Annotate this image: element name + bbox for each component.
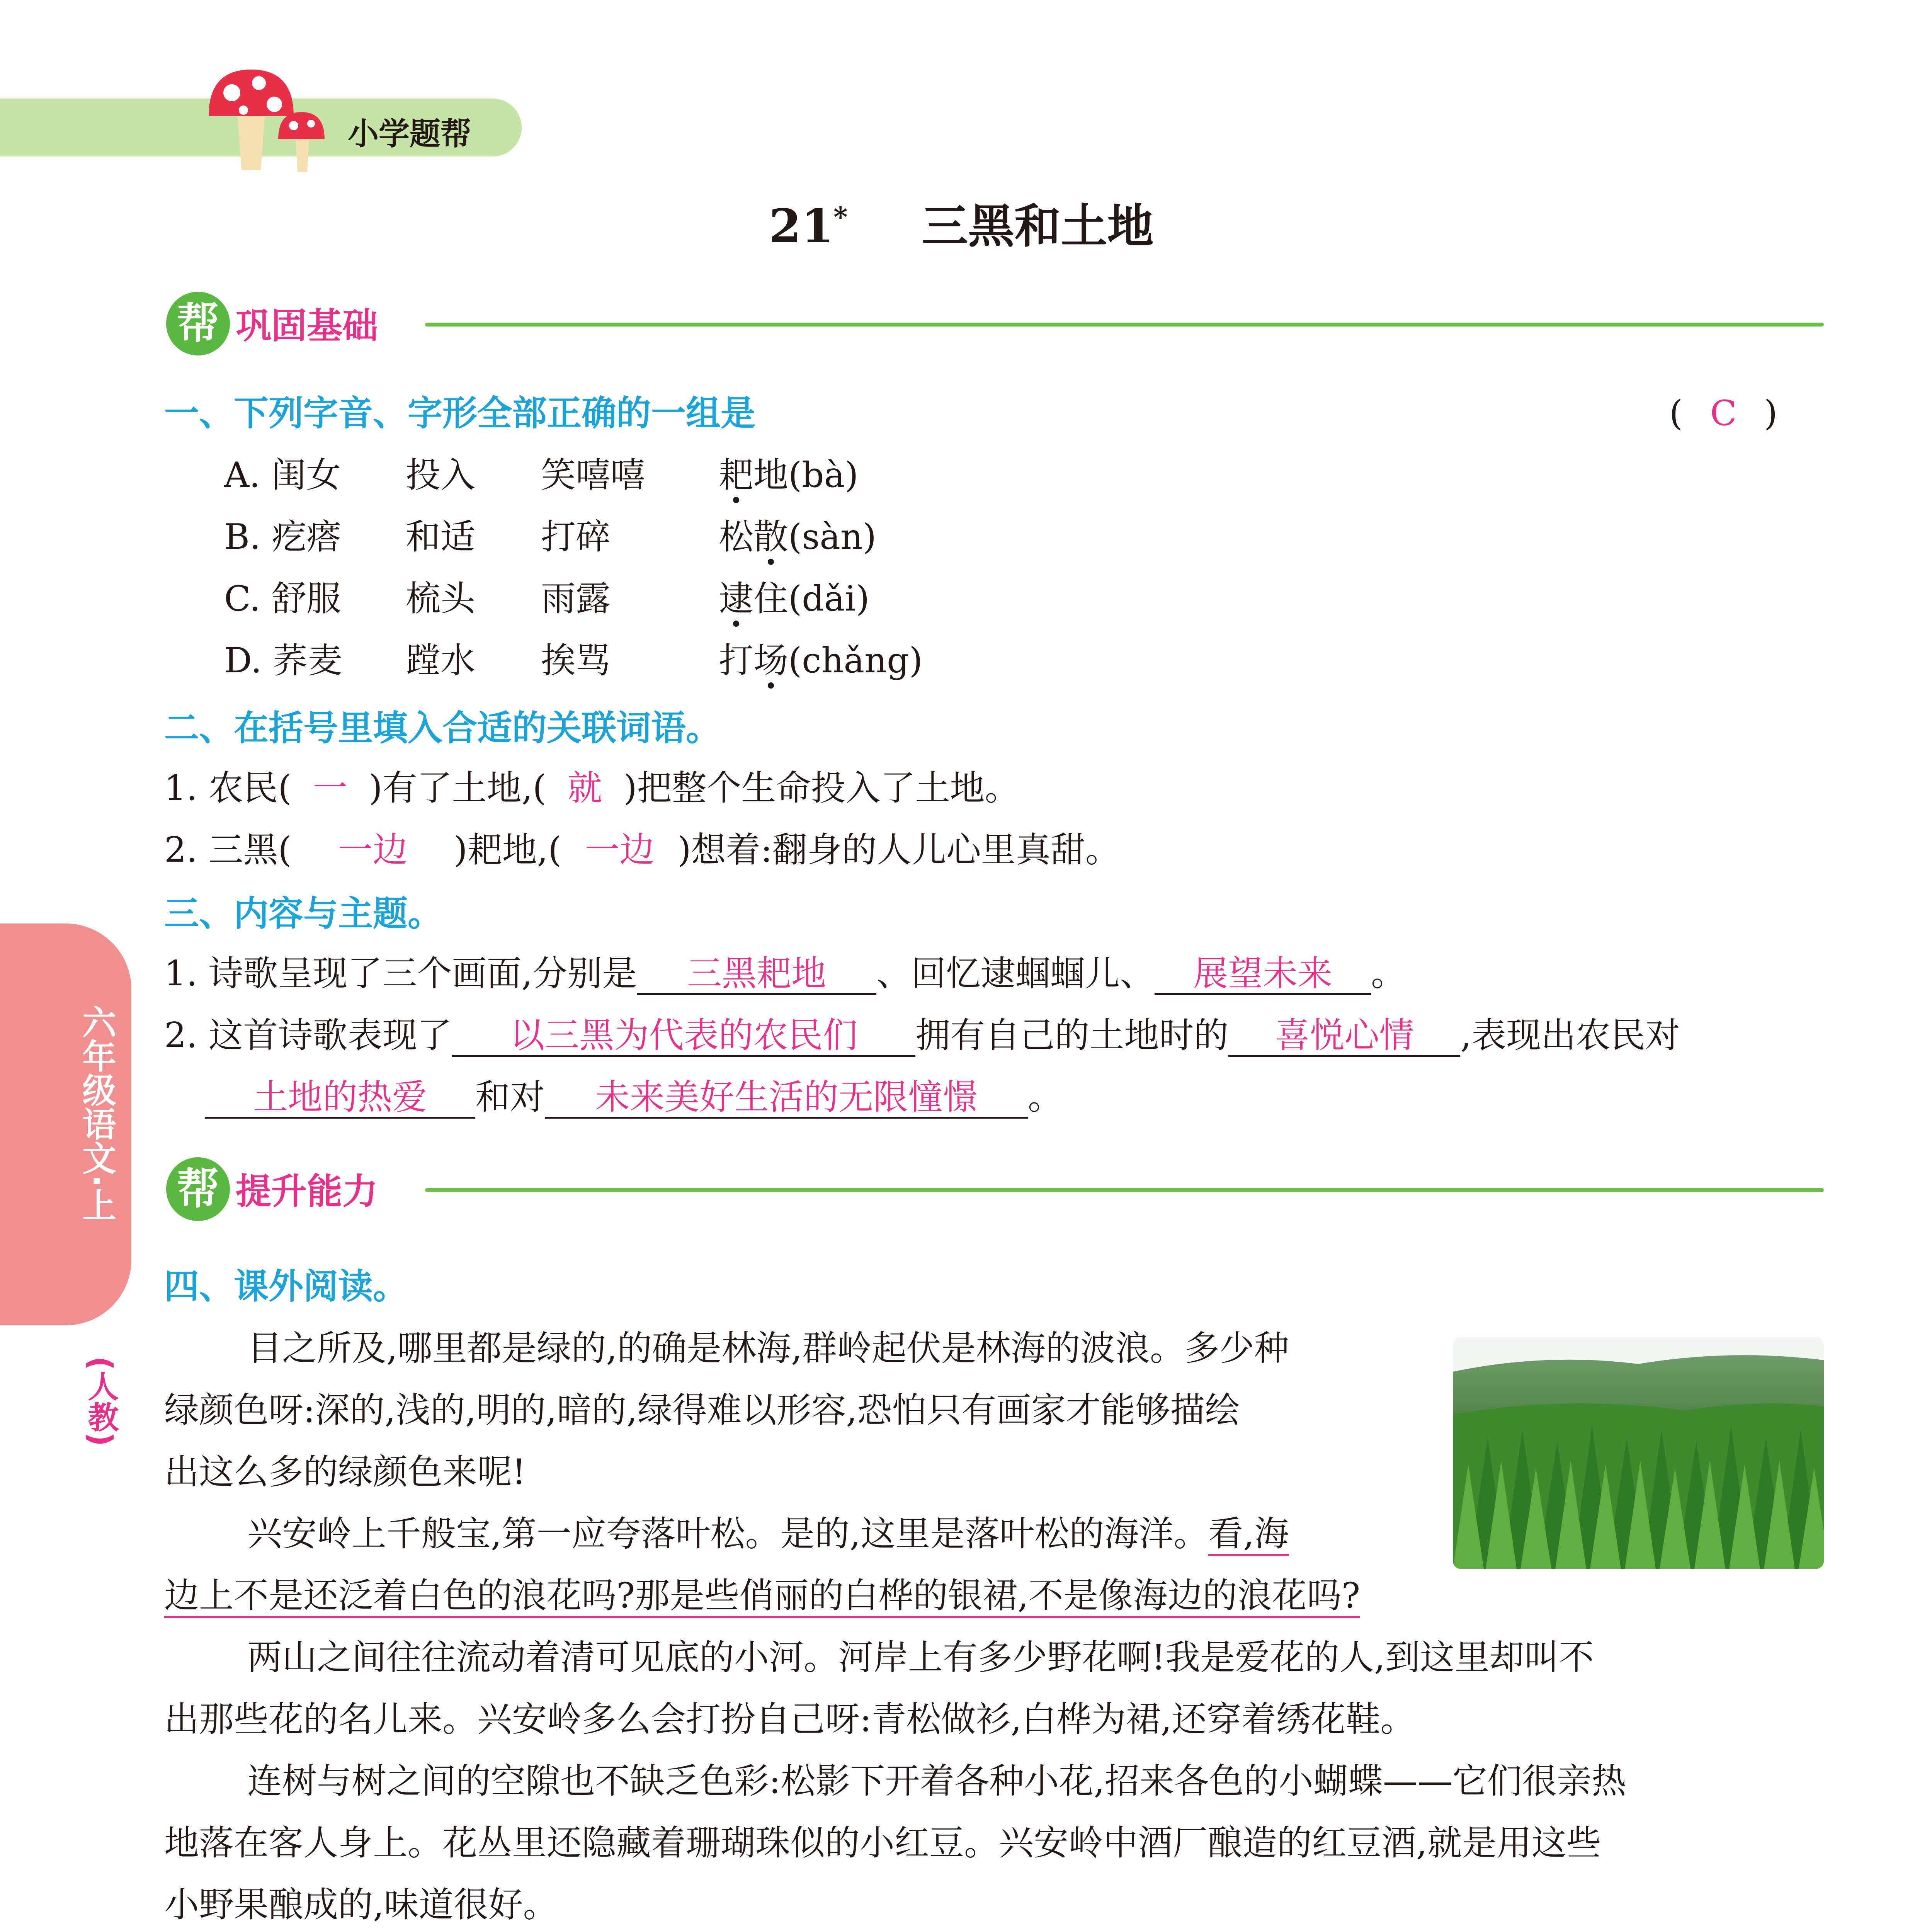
word-part: 地(bà) (753, 455, 859, 495)
q4-heading: 四、课外阅读。 (164, 1266, 408, 1307)
option-word (719, 518, 876, 556)
text: )耙地,( (454, 830, 562, 870)
blank-answer: 喜悦心情 (1228, 1016, 1460, 1057)
underlined-sentence: 看,海 (1208, 1514, 1289, 1556)
passage-line (247, 1515, 1289, 1553)
section-title-basics: 巩固基础 (236, 305, 378, 347)
q3-sentence-2 (164, 1016, 1680, 1057)
option-word: 打碎 (541, 517, 611, 557)
option-label: A. 闺女 (224, 455, 341, 495)
text: 和对 (475, 1077, 545, 1117)
option-label: B. 疙瘩 (224, 517, 342, 557)
blank-answer: 就 (567, 768, 602, 808)
passage-line: 小野果酿成的,味道很好。 (164, 1884, 558, 1925)
passage-line: 出那些花的名儿来。兴安岭多么会打扮自己呀:青松做衫,白桦为裙,还穿着绣花鞋。 (164, 1699, 1415, 1740)
mushroom-logo-icon (201, 62, 340, 178)
option-word: 蹚水 (406, 640, 475, 681)
lesson-number: 21 (769, 199, 833, 253)
word-part: 打 (719, 640, 753, 681)
option-word (719, 641, 923, 680)
text: 。 (1371, 953, 1406, 994)
q1-answer: C (1710, 393, 1737, 434)
dotted-char: 逮 (719, 578, 753, 619)
text: 2. 这首诗歌表现了 (164, 1015, 452, 1056)
word-part: (chǎng) (788, 640, 923, 681)
q2-sentence-1 (164, 769, 1020, 808)
text: 1. 诗歌呈现了三个画面,分别是 (164, 953, 637, 994)
side-tab-edition: (人教) (83, 1356, 119, 1447)
text: 、回忆逮蝈蝈儿、 (876, 953, 1155, 994)
word-part: 住(dǎi) (753, 578, 870, 619)
text: ,表现出农民对 (1460, 1015, 1680, 1056)
passage-line (164, 1577, 1360, 1615)
text: 2. 三黑( (164, 830, 292, 870)
blank-answer: 土地的热爱 (205, 1078, 475, 1119)
passage-line: 地落在客人身上。花丛里还隐藏着珊瑚珠似的小红豆。兴安岭中酒厂酿造的红豆酒,就是用这些 (164, 1823, 1601, 1863)
blank-answer: 展望未来 (1155, 954, 1371, 995)
option-word: 和适 (406, 517, 475, 557)
dotted-char: 场 (753, 640, 788, 681)
brand-label: 小学题帮 (348, 116, 471, 152)
blank-answer: 一 (313, 768, 348, 808)
text: )想着:翻身的人儿心里真甜。 (677, 830, 1120, 870)
lesson-title: 三黑和土地 (922, 200, 1154, 253)
option-word (719, 456, 859, 495)
q3-sentence-3 (205, 1078, 1063, 1119)
text: )有了土地,( (369, 768, 546, 808)
q2-sentence-2 (164, 831, 1120, 869)
section-badge-basics: 帮 (166, 292, 230, 355)
section-rule (425, 323, 1824, 327)
passage-line: 出这么多的绿颜色来呢! (164, 1452, 526, 1492)
section-title-advance: 提升能力 (236, 1171, 378, 1212)
q3-sentence-1 (164, 954, 1406, 995)
q3-heading: 三、内容与主题。 (164, 893, 442, 934)
dotted-char: 耙 (719, 455, 753, 495)
text: )把整个生命投入了土地。 (623, 768, 1020, 808)
option-word: 挨骂 (541, 640, 611, 681)
option-label: C. 舒服 (224, 578, 341, 619)
option-label: D. 荞麦 (224, 640, 343, 681)
underlined-sentence: 边上不是还泛着白色的浪花吗?那是些俏丽的白桦的银裙,不是像海边的浪花吗? (164, 1575, 1360, 1618)
blank-answer: 三黑耙地 (637, 954, 876, 995)
section-badge-advance: 帮 (166, 1157, 230, 1221)
passage-line: 目之所及,哪里都是绿的,的确是林海,群岭起伏是林海的波浪。多少种 (247, 1328, 1289, 1369)
lesson-mark: * (833, 201, 848, 233)
option-word: 笑嘻嘻 (541, 455, 645, 495)
option-word: 投入 (406, 455, 475, 495)
text: 兴安岭上千般宝,第一应夸落叶松。是的,这里是落叶松的海洋。 (247, 1514, 1209, 1554)
option-word: 梳头 (406, 578, 475, 619)
forest-photo (1453, 1337, 1824, 1569)
page-title (769, 189, 1153, 256)
word-part: 松 (719, 517, 753, 557)
section-rule (425, 1188, 1824, 1192)
option-word: 雨露 (541, 578, 611, 619)
dotted-char: 散 (753, 517, 788, 557)
text: 。 (1028, 1077, 1063, 1117)
q2-heading: 二、在括号里填入合适的关联词语。 (164, 708, 721, 748)
text: 1. 农民( (164, 768, 292, 808)
blank-answer: 未来美好生活的无限憧憬 (545, 1078, 1028, 1119)
side-tab-label: 六年级语文·上 (77, 1005, 117, 1222)
passage-line: 连树与树之间的空隙也不缺乏色彩:松影下开着各种小花,招来各色的小蝴蝶——它们很亲热 (247, 1761, 1626, 1801)
text: 拥有自己的土地时的 (915, 1015, 1229, 1056)
word-part: (sàn) (788, 517, 877, 557)
q1-heading: 一、下列字音、字形全部正确的一组是 (164, 393, 755, 434)
option-word (719, 580, 869, 618)
blank-answer: 以三黑为代表的农民们 (452, 1016, 915, 1057)
q1-answer-bracket: ( C ) (1669, 393, 1778, 434)
blank-answer: 一边 (338, 830, 408, 870)
blank-answer: 一边 (585, 830, 655, 870)
passage-line: 绿颜色呀:深的,浅的,明的,暗的,绿得难以形容,恐怕只有画家才能够描绘 (164, 1390, 1240, 1430)
passage-line: 两山之间往往流动着清可见底的小河。河岸上有多少野花啊!我是爱花的人,到这里却叫不 (247, 1637, 1594, 1678)
